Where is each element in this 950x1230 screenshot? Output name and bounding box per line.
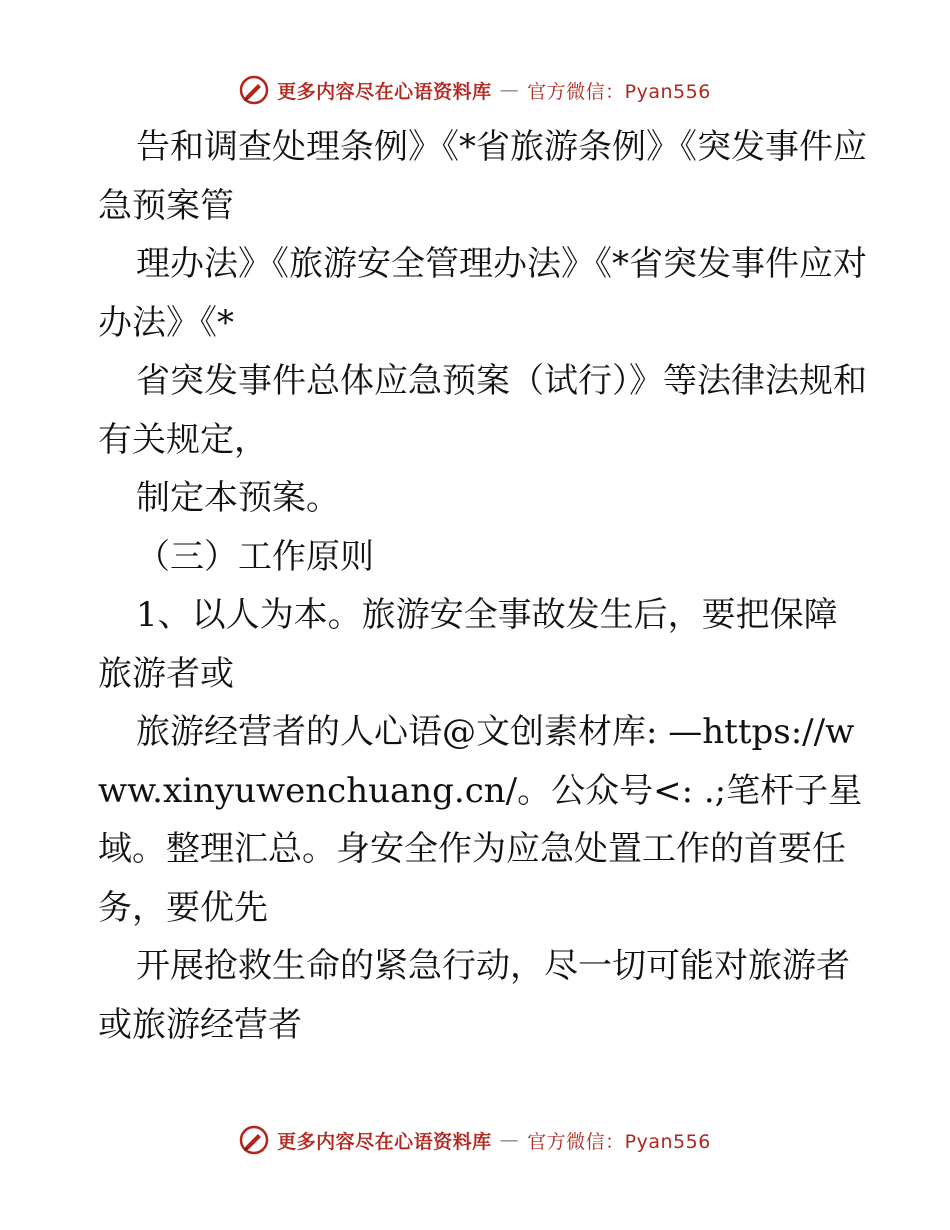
- header-banner: [0, 70, 950, 110]
- paragraph: 告和调查处理条例》《*省旅游条例》《突发事件应急预案管: [98, 127, 867, 226]
- footer-banner: [0, 1120, 950, 1160]
- banner-title: 更多内容尽在心语资料库: [277, 80, 492, 103]
- paragraph: 开展抢救生命的紧急行动，尽一切可能对旅游者或旅游经营者: [98, 946, 850, 1045]
- banner-title: 更多内容尽在心语资料库: [277, 1130, 492, 1153]
- section-heading: （三）工作原则: [136, 536, 374, 577]
- paragraph: 旅游经营者的人心语@文创素材库: —https://www.xinyuwenchuang.cn/。公众号<: .;笔杆子星域。整理汇总。身安全作为应急处置工作的首要任务，要优先: [98, 712, 863, 928]
- banner-wechat: 官方微信：Pyan556: [527, 1130, 711, 1153]
- paragraph: 理办法》《旅游安全管理办法》《*省突发事件应对办法》《*: [98, 244, 867, 343]
- pen-logo-icon: [239, 75, 269, 105]
- paragraph: 省突发事件总体应急预案（试行）》等法律法规和有关规定，: [98, 361, 867, 460]
- banner-separator: —: [499, 1129, 520, 1151]
- banner-wechat: 官方微信：Pyan556: [527, 80, 711, 103]
- paragraph: 1、以人为本。旅游安全事故发生后，要把保障旅游者或: [98, 595, 838, 694]
- paragraph: 制定本预案。: [136, 478, 340, 518]
- banner-separator: —: [499, 79, 520, 101]
- pen-logo-icon: [239, 1125, 269, 1155]
- document-body: [98, 118, 868, 1054]
